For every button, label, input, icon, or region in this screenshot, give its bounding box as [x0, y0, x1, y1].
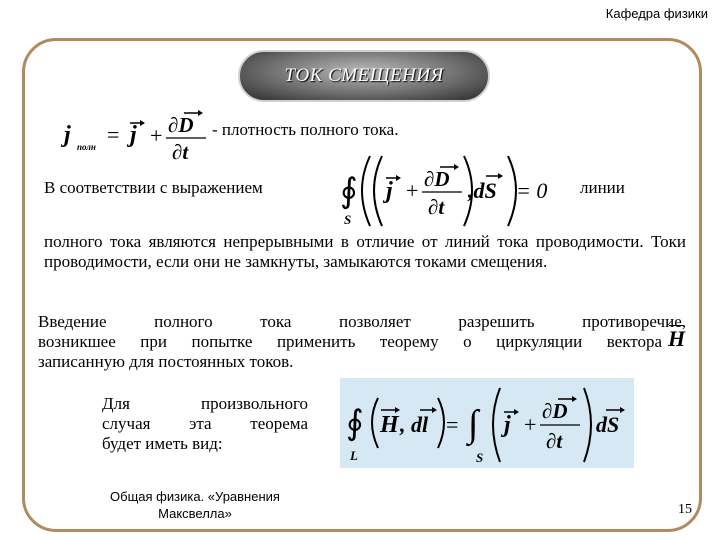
- para1-trail: линии: [580, 178, 625, 197]
- formula3-j: j: [504, 412, 511, 438]
- formula2-dS: ,dS: [468, 178, 497, 203]
- formula1-lhs-sub: полн: [77, 142, 96, 152]
- footer: [80, 488, 310, 522]
- formula2-dnum: ∂D: [424, 167, 450, 191]
- formula1-equals: =: [107, 122, 120, 147]
- para2-line3: записанную для постоянных токов.: [38, 352, 294, 371]
- formula3-sub-right: S: [476, 450, 484, 465]
- para3-line1: Для произвольного: [102, 394, 308, 413]
- formula1-dnum: ∂D: [168, 113, 194, 137]
- formula3-plus: +: [524, 412, 537, 437]
- formula3-dnum: ∂D: [542, 399, 568, 423]
- formula1-caption: - плотность полного тока.: [212, 120, 399, 139]
- formula3-dl: , dl: [400, 412, 429, 437]
- slide-title-badge: [238, 50, 490, 102]
- footer-line2: Максвелла»: [158, 506, 232, 521]
- formula1-plus: +: [150, 123, 163, 148]
- formula2-plus: +: [406, 178, 419, 203]
- formula3-sub-left: L: [350, 448, 358, 463]
- formula2-sub: S: [344, 212, 352, 227]
- vector-arrow-icon: [669, 325, 683, 326]
- page-number: 15: [678, 502, 692, 517]
- formula-total-current: [60, 110, 210, 164]
- formula3-oint: ∮: [346, 405, 364, 442]
- formula1-j: j: [130, 122, 137, 148]
- formula2-j: j: [386, 178, 393, 204]
- slide-title: ТОК СМЕЩЕНИЯ: [284, 65, 444, 86]
- formula1-dden: ∂t: [172, 140, 189, 164]
- formula-circulation-h: [340, 378, 634, 468]
- formula-flux-total-current: [336, 152, 572, 230]
- formula1-lhs: j: [64, 122, 71, 148]
- formula3-dS: dS: [596, 412, 620, 437]
- formula2-rhs: = 0: [516, 178, 548, 203]
- para1-lead: В соответствии с выражением: [44, 178, 263, 197]
- footer-line1: Общая физика. «Уравнения: [110, 489, 280, 504]
- formula2-oint: ∮: [340, 173, 358, 210]
- formula3-int: ∫: [468, 403, 479, 445]
- para1-body: полного тока являются непрерывными в отличие от линий тока проводимости. Токи проводимости, если они не замкнуты, замыкаются токами смещения.: [44, 232, 686, 271]
- para3-line3: будет иметь вид:: [102, 434, 223, 453]
- para2-line1: Введение полного тока позволяет разрешить противоречие,: [38, 312, 686, 331]
- department-label: Кафедра физики: [605, 6, 708, 21]
- para3-line2: случая эта теорема: [102, 414, 308, 433]
- para2-vector-h: H: [668, 326, 686, 351]
- formula3-equals: =: [446, 412, 459, 437]
- formula3-h: H: [380, 412, 399, 438]
- formula3-dden: ∂t: [546, 429, 563, 453]
- formula2-dden: ∂t: [428, 195, 445, 219]
- para2-line2: возникшее при попытке применить теорему о циркуляции вектора: [38, 332, 662, 351]
